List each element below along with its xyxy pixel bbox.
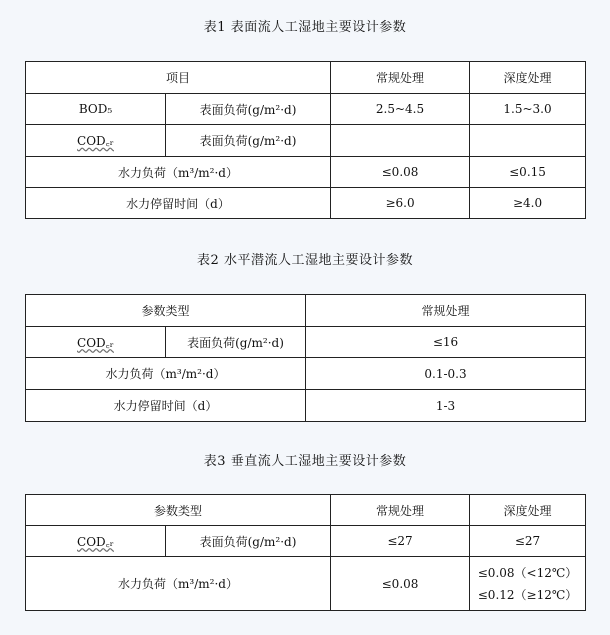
table1-retention-label: 水力停留时间（d）: [26, 188, 331, 219]
table1-hydraulic-load-label: 水力负荷（m³/m²·d）: [26, 157, 331, 188]
table3-deep-line1: ≤0.08（<12℃）: [477, 565, 578, 580]
table2-cod-param: COD꜀ᵣ: [26, 327, 166, 358]
table1-bod-normal: 2.5~4.5: [331, 94, 470, 125]
table-row: [26, 125, 586, 157]
table2-hydraulic-load-label: 水力负荷（m³/m²·d）: [26, 358, 306, 390]
table-row: [26, 390, 586, 422]
table-row: [26, 295, 586, 327]
table3-cod-normal: ≤27: [331, 526, 470, 557]
table3-cod-deep: ≤27: [470, 526, 586, 557]
table3-header-item: 参数类型: [26, 495, 331, 526]
table2-cod-sub: 表面负荷(g/m²·d): [166, 327, 306, 358]
table1-cod-normal: [331, 125, 470, 157]
table1-header-deep: 深度处理: [470, 62, 586, 94]
table2-header-normal: 常规处理: [306, 295, 586, 327]
table3-caption: 表3 垂直流人工湿地主要设计参数: [203, 454, 407, 469]
table1-cod-deep: [470, 125, 586, 157]
table3-hydraulic-load-label: 水力负荷（m³/m²·d）: [26, 557, 331, 611]
table1-retention-deep: ≥4.0: [470, 188, 586, 219]
table3-deep-line2: ≤0.12（≥12℃）: [477, 587, 578, 602]
table3-header-normal: 常规处理: [331, 495, 470, 526]
table2-cod-normal: ≤16: [306, 327, 586, 358]
table2-retention-normal: 1-3: [306, 390, 586, 422]
table1-cod-param: COD꜀ᵣ: [26, 125, 166, 157]
table2-retention-label: 水力停留时间（d）: [26, 390, 306, 422]
table1-cod-sub: 表面负荷(g/m²·d): [166, 125, 331, 157]
table3-hydraulic-load-normal: ≤0.08: [331, 557, 470, 611]
table1-hydraulic-load-normal: ≤0.08: [331, 157, 470, 188]
table1-bod-sub: 表面负荷(g/m²·d): [166, 94, 331, 125]
table2: [25, 294, 586, 422]
table3-cod-sub: 表面负荷(g/m²·d): [166, 526, 331, 557]
table1-bod-param: BOD₅: [26, 94, 166, 125]
table1: [25, 61, 586, 219]
table1-caption: 表1 表面流人工湿地主要设计参数: [203, 20, 407, 35]
table-row: [26, 327, 586, 358]
table-row: [26, 526, 586, 557]
table2-header-item: 参数类型: [26, 295, 306, 327]
table-row: [26, 188, 586, 219]
table-row: [26, 62, 586, 94]
table1-retention-normal: ≥6.0: [331, 188, 470, 219]
table1-hydraulic-load-deep: ≤0.15: [470, 157, 586, 188]
table-row: [26, 358, 586, 390]
table1-bod-deep: 1.5~3.0: [470, 94, 586, 125]
table-row: [26, 557, 586, 611]
table3-header-deep: 深度处理: [470, 495, 586, 526]
table1-header-normal: 常规处理: [331, 62, 470, 94]
table3-cod-param: COD꜀ᵣ: [26, 526, 166, 557]
table-row: [26, 495, 586, 526]
table2-caption: 表2 水平潜流人工湿地主要设计参数: [197, 253, 413, 268]
table2-hydraulic-load-normal: 0.1-0.3: [306, 358, 586, 390]
table1-header-item: 项目: [26, 62, 331, 94]
table-row: [26, 157, 586, 188]
table-row: [26, 94, 586, 125]
table3: [25, 494, 586, 611]
table3-hydraulic-load-deep: [470, 557, 586, 611]
